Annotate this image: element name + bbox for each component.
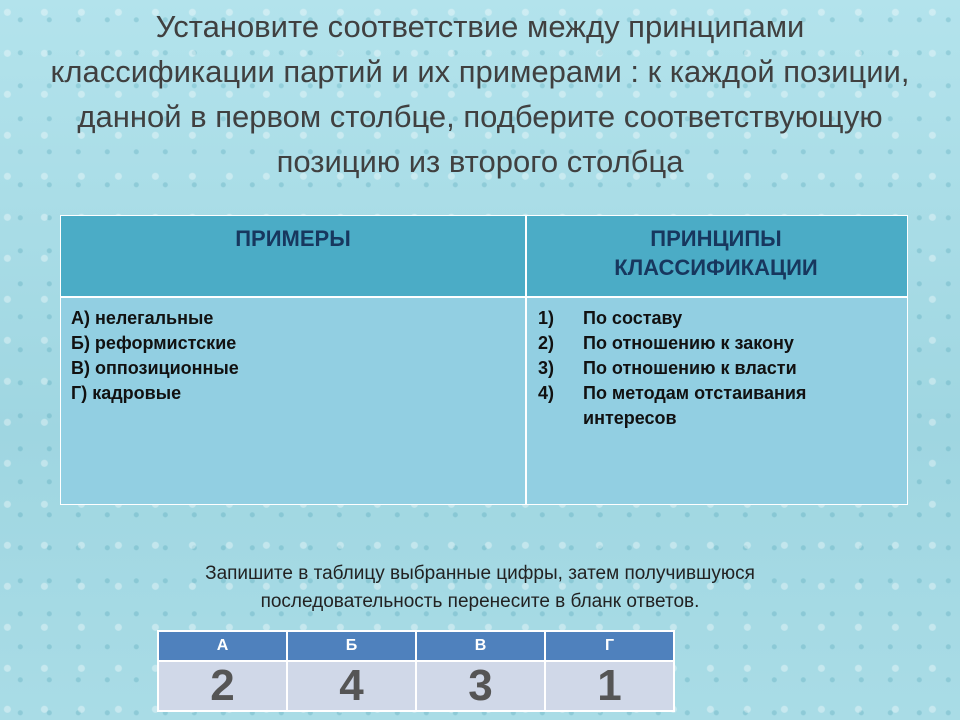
answer-table [157, 630, 675, 712]
principle-text: По отношению к власти [583, 358, 797, 378]
principle-number: 3) [538, 358, 555, 378]
answer-letter: Б [287, 631, 416, 661]
principle-item [538, 306, 883, 331]
principle-item [538, 331, 883, 356]
principle-number: 4) [538, 383, 555, 403]
example-item: В) оппозиционные [71, 358, 239, 378]
table-header [61, 216, 907, 298]
answer-digit: 1 [545, 661, 674, 711]
principles-list [538, 306, 883, 431]
principle-number: 2) [538, 333, 555, 353]
column-divider [525, 216, 527, 504]
example-item: А) нелегальные [71, 308, 214, 328]
example-item: Г) кадровые [71, 383, 182, 403]
instruction-text [0, 560, 960, 616]
instruction: Запишите в таблицу выбранные цифры, затем получившуюся последовательность перенесите в бланк ответов. [205, 563, 755, 612]
answer-letter: Г [545, 631, 674, 661]
table-body [61, 298, 907, 504]
answer-digit: 2 [158, 661, 287, 711]
matching-table [60, 215, 908, 505]
answer-digit: 3 [416, 661, 545, 711]
answer-letter: В [416, 631, 545, 661]
principle-text: По методам отстаивания интересов [583, 383, 807, 428]
principle-number: 1) [538, 308, 555, 328]
task-title: Установите соответствие между принципами классификации партий и их примерами : к каждой позиции, данной в первом столбце, подберите соответствующую позицию из второго столбца [50, 9, 910, 179]
principle-item [538, 356, 883, 381]
answer-digit: 4 [287, 661, 416, 711]
header-examples: ПРИМЕРЫ [235, 226, 351, 251]
principle-text: По отношению к закону [583, 333, 794, 353]
answer-letter: А [158, 631, 287, 661]
examples-list [71, 306, 239, 406]
example-item: Б) реформистские [71, 333, 237, 353]
header-principles: ПРИНЦИПЫ КЛАССИФИКАЦИИ [614, 226, 818, 280]
principle-item [538, 381, 883, 431]
principle-text: По составу [583, 308, 683, 328]
